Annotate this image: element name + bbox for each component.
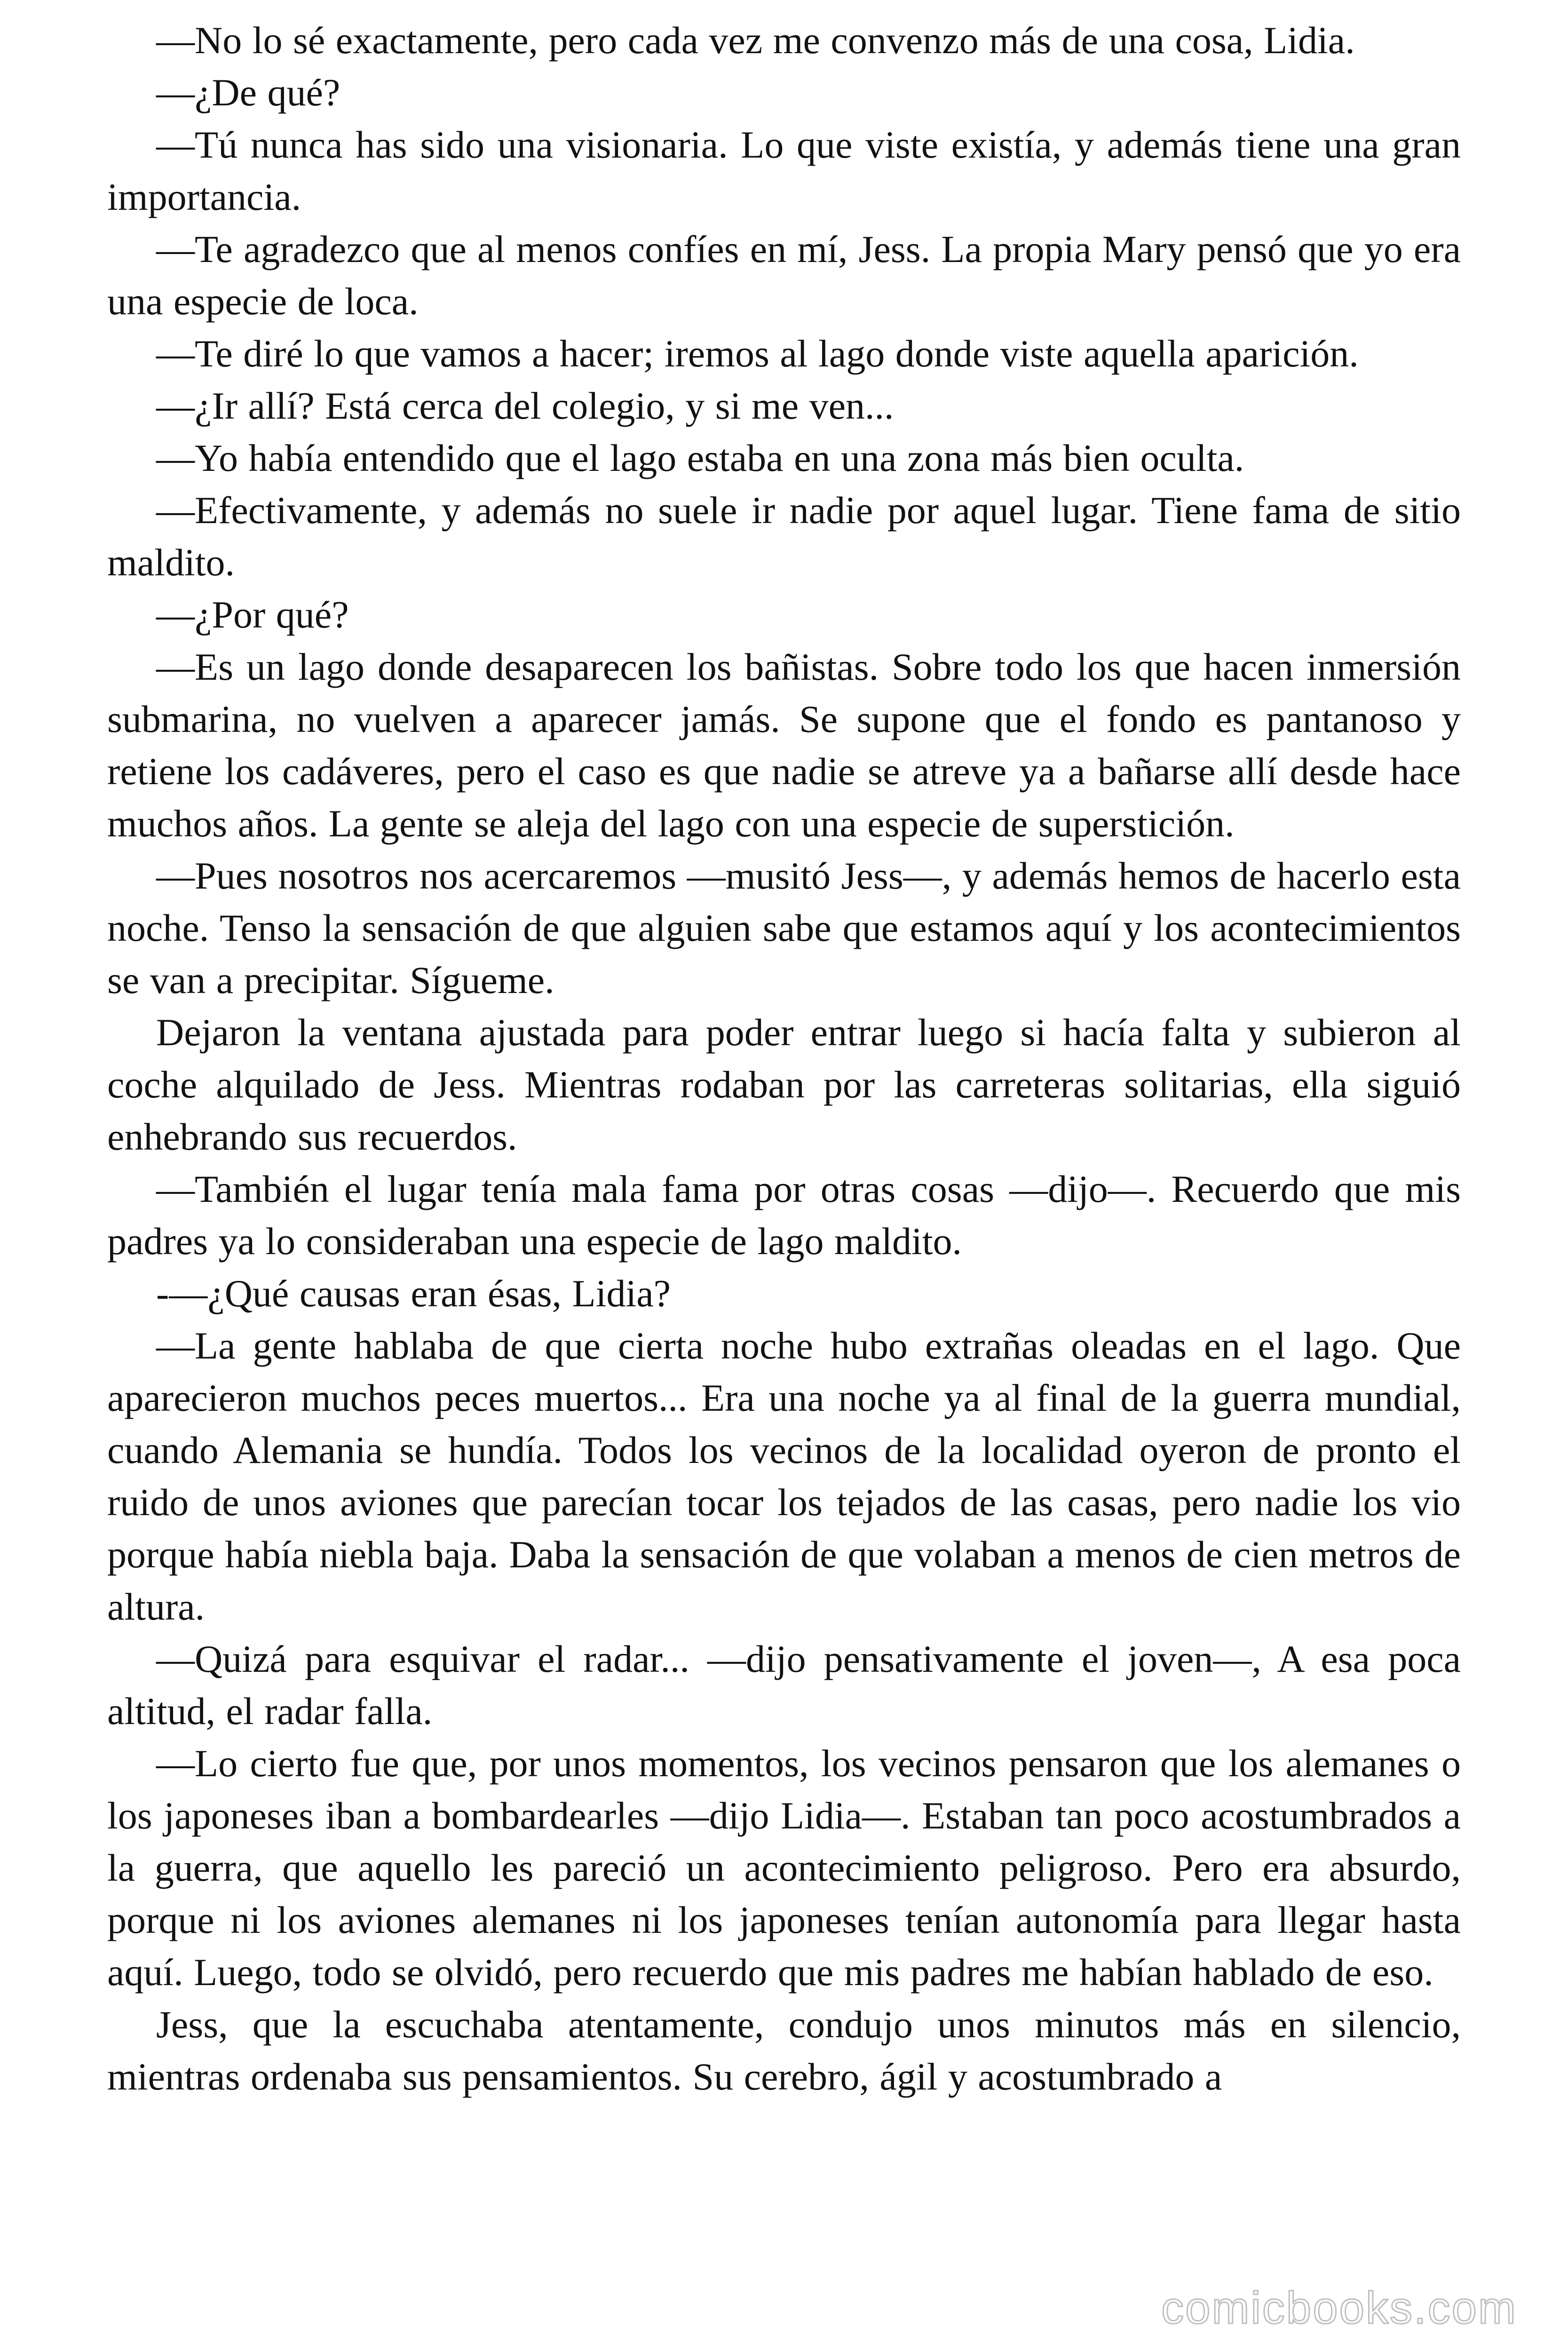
watermark-logo: comicbooks.com xyxy=(1161,2283,1517,2333)
paragraph: —¿Ir allí? Está cerca del colegio, y si me ven... xyxy=(156,384,894,427)
paragraph: —Efectivamente, y además no suele ir nadie por aquel lugar. Tiene fama de sitio maldito. xyxy=(107,489,1461,584)
paragraph: —Tú nunca has sido una visionaria. Lo que viste existía, y además tiene una gran importancia. xyxy=(107,123,1461,218)
book-page-body xyxy=(107,14,1461,2103)
paragraph: Dejaron la ventana ajustada para poder entrar luego si hacía falta y subieron al coche alquilado de Jess. Mientras rodaban por las carreteras solitarias, ella siguió enhebrando sus recuerdos. xyxy=(107,1011,1461,1158)
paragraph: —Pues nosotros nos acercaremos —musitó Jess—, y además hemos de hacerlo esta noche. Tenso la sensación de que alguien sabe que estamos aquí y los acontecimientos se van a precipitar. Sígueme. xyxy=(107,854,1461,1001)
paragraph: —También el lugar tenía mala fama por otras cosas —dijo—. Recuerdo que mis padres ya lo consideraban una especie de lago maldito. xyxy=(107,1168,1461,1263)
paragraph: —La gente hablaba de que cierta noche hubo extrañas oleadas en el lago. Que aparecieron muchos peces muertos... Era una noche ya al final de la guerra mundial, cuando Alemania se hundía. Todos los vecinos de la localidad oyeron de pronto el ruido de unos aviones que parecían tocar los tejados de las casas, pero nadie los vio porque había niebla baja. Daba la sensación de que volaban a menos de cien metros de altura. xyxy=(107,1324,1461,1628)
paragraph: —Lo cierto fue que, por unos momentos, los vecinos pensaron que los alemanes o los japoneses iban a bombardearles —dijo Lidia—. Estaban tan poco acostumbrados a la guerra, que aquello les pareció un acontecimiento peligroso. Pero era absurdo, porque ni los aviones alemanes ni los japoneses tenían autonomía para llegar hasta aquí. Luego, todo se olvidó, pero recuerdo que mis padres me habían hablado de eso. xyxy=(107,1742,1461,1994)
paragraph: Jess, que la escuchaba atentamente, condujo unos minutos más en silencio, mientras ordenaba sus pensamientos. Su cerebro, ágil y acostumbrado a xyxy=(107,2003,1461,2098)
paragraph: —Quizá para esquivar el radar... —dijo pensativamente el joven—, A esa poca altitud, el radar falla. xyxy=(107,1637,1461,1732)
paragraph: —¿De qué? xyxy=(156,71,341,114)
paragraph: —Es un lago donde desaparecen los bañistas. Sobre todo los que hacen inmersión submarina, no vuelven a aparecer jamás. Se supone que el fondo es pantanoso y retiene los cadáveres, pero el caso es que nadie se atreve ya a bañarse allí desde hace muchos años. La gente se aleja del lago con una especie de superstición. xyxy=(107,645,1461,845)
paragraph: -—¿Qué causas eran ésas, Lidia? xyxy=(156,1272,671,1315)
paragraph: —No lo sé exactamente, pero cada vez me convenzo más de una cosa, Lidia. xyxy=(156,19,1355,62)
paragraph: —Te diré lo que vamos a hacer; iremos al lago donde viste aquella aparición. xyxy=(156,332,1359,375)
paragraph: —Yo había entendido que el lago estaba en una zona más bien oculta. xyxy=(156,437,1244,479)
paragraph: —¿Por qué? xyxy=(156,593,349,636)
paragraph: —Te agradezco que al menos confíes en mí, Jess. La propia Mary pensó que yo era una especie de loca. xyxy=(107,228,1461,323)
